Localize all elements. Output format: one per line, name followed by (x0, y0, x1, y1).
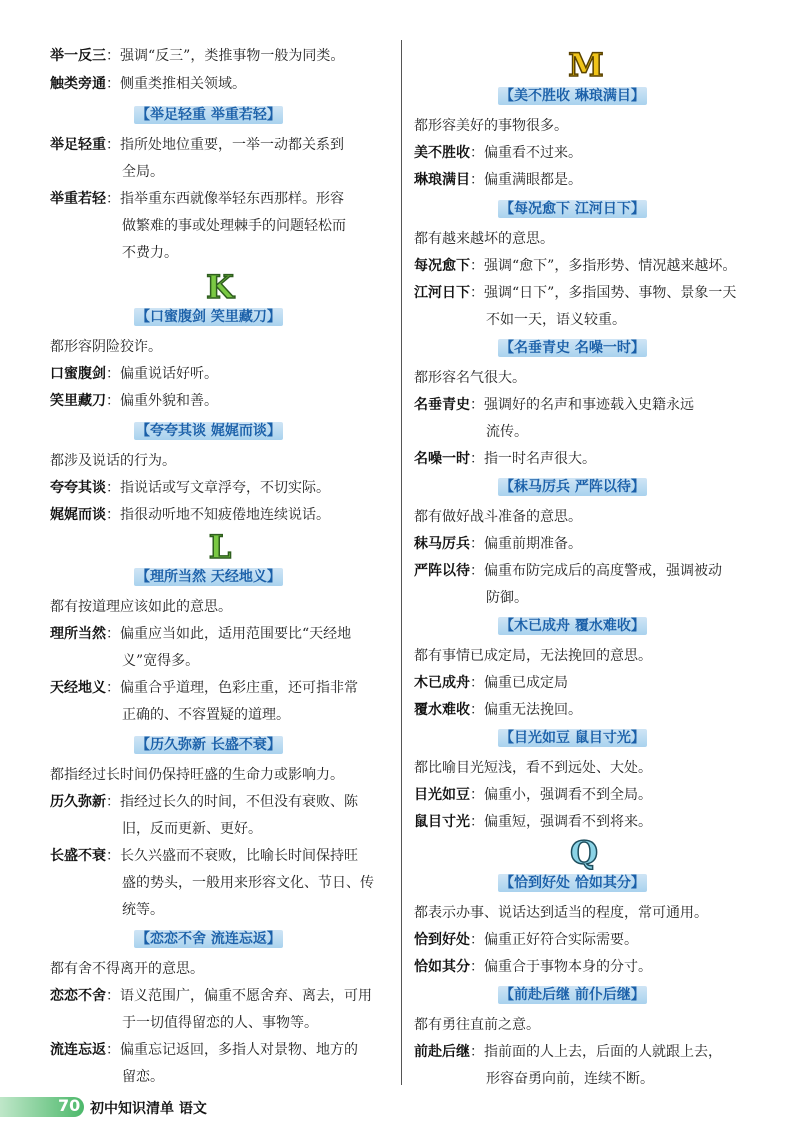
entry-line: 历久弥新：指经过长久的时间，不但没有衰败、陈 (50, 794, 358, 810)
entry-line: 江河日下：强调“日下”，多指国势、事物、景象一天 (414, 285, 737, 301)
entry-line: 都形容阴险狡诈。 (50, 339, 162, 355)
entry-line: 都有按道理应该如此的意思。 (50, 599, 232, 615)
entry-line: 都有做好战斗准备的意思。 (414, 509, 582, 525)
entry-line: 都有勇往直前之意。 (414, 1017, 540, 1033)
entry-line: 每况愈下：强调“愈下”，多指形势、情况越来越坏。 (414, 258, 737, 274)
section-header: 【恋恋不舍 流连忘返】 (136, 931, 281, 947)
entry-line: 木已成舟：偏重已成定局 (414, 675, 568, 691)
entry-line: 盛的势头，一般用来形容文化、节日、传 (122, 875, 374, 891)
entry-line: 都形容名气很大。 (414, 370, 526, 386)
entry-line: 恰如其分：偏重合于事物本身的分寸。 (414, 959, 652, 975)
entry-line: 举足轻重：指所处地位重要，一举一动都关系到 (50, 137, 344, 153)
book-title: 初中知识清单 语文 (90, 1101, 207, 1117)
entry-line: 目光如豆：偏重小，强调看不到全局。 (414, 787, 652, 803)
entry-line: 举重若轻：指举重东西就像举轻东西那样。形容 (50, 191, 344, 207)
entry-line: 流传。 (486, 424, 528, 440)
section-header: 【美不胜收 琳琅满目】 (500, 88, 645, 104)
section-header: 【历久弥新 长盛不衰】 (136, 737, 281, 753)
entry-line: 恋恋不舍：语义范围广，偏重不愿舍弃、离去，可用 (50, 988, 372, 1004)
entry-line: 娓娓而谈：指很动听地不知疲倦地连续说话。 (50, 507, 330, 523)
svg-text:Q: Q (570, 834, 598, 870)
letter-q-icon (564, 834, 604, 870)
entry-line: 天经地义：偏重合乎道理，色彩庄重，还可指非常 (50, 680, 358, 696)
entry-line: 正确的、不容置疑的道理。 (122, 707, 290, 723)
entry-line: 都比喻目光短浅，看不到远处、大处。 (414, 760, 652, 776)
entry-line: 都有事情已成定局，无法挽回的意思。 (414, 648, 652, 664)
letter-m-icon (564, 46, 608, 82)
entry-line: 美不胜收：偏重看不过来。 (414, 145, 582, 161)
entry-line: 都表示办事、说话达到适当的程度，常可通用。 (414, 905, 708, 921)
entry-line: 都有越来越坏的意思。 (414, 231, 554, 247)
section-header: 【目光如豆 鼠目寸光】 (500, 730, 645, 746)
entry-line: 恰到好处：偏重正好符合实际需要。 (414, 932, 638, 948)
entry-line: 义”宽得多。 (122, 653, 200, 669)
section-header: 【恰到好处 恰如其分】 (500, 875, 645, 891)
letter-l-icon (200, 528, 240, 564)
entry-line: 夸夸其谈：指说话或写文章浮夸，不切实际。 (50, 480, 330, 496)
svg-text:L: L (208, 528, 232, 564)
entry-line: 口蜜腹剑：偏重说话好听。 (50, 366, 218, 382)
letter-k-icon (200, 268, 240, 304)
entry-line: 理所当然：偏重应当如此，适用范围要比“天经地 (50, 626, 352, 642)
entry-line: 旧，反而更新、更好。 (122, 821, 262, 837)
entry-line: 举一反三：强调“反三”，类推事物一般为同类。 (50, 48, 345, 64)
section-header: 【夸夸其谈 娓娓而谈】 (136, 423, 281, 439)
column-divider (401, 40, 402, 1085)
entry-line: 于一切值得留恋的人、事物等。 (122, 1015, 318, 1031)
section-header: 【理所当然 天经地义】 (136, 569, 281, 585)
section-header: 【名垂青史 名噪一时】 (500, 340, 645, 356)
entry-line: 鼠目寸光：偏重短，强调看不到将来。 (414, 814, 652, 830)
entry-line: 名噪一时：指一时名声很大。 (414, 451, 596, 467)
entry-line: 全局。 (122, 164, 164, 180)
entry-line: 统等。 (122, 902, 164, 918)
section-header: 【木已成舟 覆水难收】 (500, 618, 645, 634)
entry-line: 长盛不衰：长久兴盛而不衰败，比喻长时间保持旺 (50, 848, 358, 864)
entry-line: 覆水难收：偏重无法挽回。 (414, 702, 582, 718)
entry-line: 不如一天，语义较重。 (486, 312, 626, 328)
page-number: 70 (58, 1096, 81, 1115)
entry-line: 都形容美好的事物很多。 (414, 118, 568, 134)
entry-line: 做繁难的事或处理棘手的问题轻松而 (122, 218, 346, 234)
entry-line: 防御。 (486, 590, 528, 606)
entry-line: 都有舍不得离开的意思。 (50, 961, 204, 977)
entry-line: 形容奋勇向前，连续不断。 (486, 1071, 654, 1087)
entry-line: 留恋。 (122, 1069, 164, 1085)
entry-line: 都指经过长时间仍保持旺盛的生命力或影响力。 (50, 767, 344, 783)
section-header: 【口蜜腹剑 笑里藏刀】 (136, 309, 281, 325)
page-footer (0, 1093, 800, 1119)
section-header: 【前赴后继 前仆后继】 (500, 987, 645, 1003)
entry-line: 琳琅满目：偏重满眼都是。 (414, 172, 582, 188)
entry-line: 流连忘返：偏重忘记返回，多指人对景物、地方的 (50, 1042, 358, 1058)
entry-line: 秣马厉兵：偏重前期准备。 (414, 536, 582, 552)
entry-line: 触类旁通：侧重类推相关领域。 (50, 76, 246, 92)
entry-line: 不费力。 (122, 245, 178, 261)
section-header: 【举足轻重 举重若轻】 (136, 107, 281, 123)
entry-line: 笑里藏刀：偏重外貌和善。 (50, 393, 218, 409)
entry-line: 都涉及说话的行为。 (50, 453, 176, 469)
section-header: 【秣马厉兵 严阵以待】 (500, 479, 645, 495)
entry-line: 前赴后继：指前面的人上去，后面的人就跟上去， (414, 1044, 722, 1060)
entry-line: 名垂青史：强调好的名声和事迹载入史籍永远 (414, 397, 694, 413)
section-header: 【每况愈下 江河日下】 (500, 201, 645, 217)
entry-line: 严阵以待：偏重布防完成后的高度警戒，强调被动 (414, 563, 722, 579)
svg-text:K: K (206, 268, 234, 304)
svg-text:M: M (568, 46, 604, 82)
